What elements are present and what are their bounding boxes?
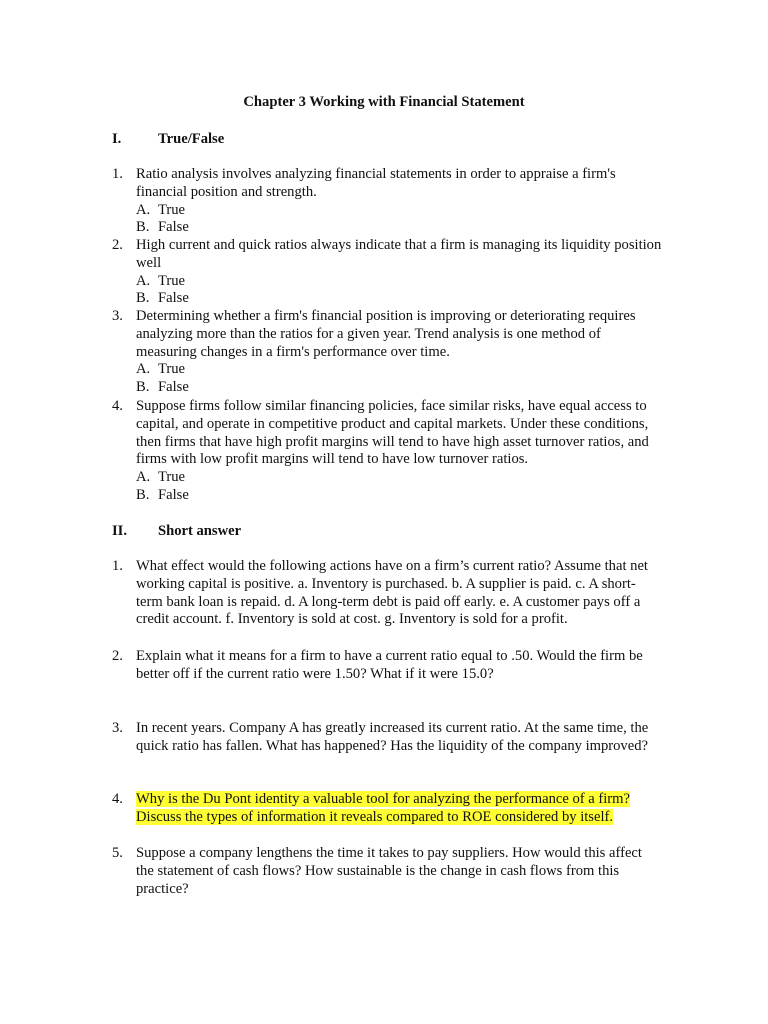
question-number: 2. — [112, 237, 123, 253]
option-letter: A. — [136, 272, 151, 289]
option-label: True — [158, 201, 186, 218]
option-label: True — [158, 361, 186, 378]
sa-question-2 — [112, 648, 682, 684]
option-label: True — [158, 469, 186, 486]
option-a — [136, 273, 682, 291]
question-number: 4. — [112, 791, 123, 807]
question-text: Determining whether a firm's financial position is improving or deteriorating requires analyzing more than the ratios for a given year. Trend analysis is one method of measuring changes in a firm's performance over time. — [136, 308, 636, 360]
section-title: Short answer — [158, 523, 242, 539]
option-letter: B. — [136, 486, 150, 503]
option-label: False — [158, 379, 189, 396]
question-text: In recent years. Company A has greatly increased its current ratio. At the same time, the quick ratio has fallen. What has happened? Has the liquidity of the company improved? — [136, 720, 649, 754]
question-text: Ratio analysis involves analyzing financial statements in order to appraise a firm's financial position and strength. — [136, 166, 616, 200]
option-a — [136, 469, 682, 487]
page-title: Chapter 3 Working with Financial Statement — [243, 94, 525, 110]
option-b — [136, 379, 682, 397]
tf-question-4 — [112, 398, 682, 505]
section-heading-true-false — [112, 131, 224, 149]
section-numeral: II. — [112, 523, 128, 539]
option-a — [136, 361, 682, 379]
option-b — [136, 487, 682, 505]
question-text: What effect would the following actions have on a firm’s current ratio? Assume that net working capital is positive. a. Inventory is purchased. b. A supplier is paid. c. A short- term bank loan is repaid. d. A long-term debt is paid off early. e. A customer pays off a credit account. f. Inventory is sold at cost. g. Inventory is sold for a profit. — [136, 558, 648, 628]
question-number: 1. — [112, 558, 123, 574]
tf-question-2 — [112, 237, 682, 308]
option-b — [136, 219, 682, 237]
option-label: True — [158, 272, 186, 289]
highlighted-question-text: Why is the Du Pont identity a valuable tool for analyzing the performance of a firm? Discuss the types of information it reveals compared to ROE considered by itself. — [136, 791, 630, 825]
sa-question-5 — [112, 845, 682, 898]
option-label: False — [158, 219, 189, 236]
question-number: 5. — [112, 845, 123, 861]
option-b — [136, 290, 682, 308]
question-number: 1. — [112, 166, 123, 182]
question-text: Suppose a company lengthens the time it takes to pay suppliers. How would this affect the statement of cash flows? How sustainable is the change in cash flows from this practice? — [136, 845, 642, 897]
option-a — [136, 202, 682, 220]
question-text: Explain what it means for a firm to have a current ratio equal to .50. Would the firm be better off if the current ratio were 1.50? What if it were 15.0? — [136, 648, 643, 682]
section-numeral: I. — [112, 131, 122, 147]
question-number: 2. — [112, 648, 123, 664]
question-number: 3. — [112, 720, 123, 736]
tf-question-1 — [112, 166, 682, 237]
tf-question-3 — [112, 308, 682, 397]
option-letter: A. — [136, 361, 151, 378]
question-text: High current and quick ratios always indicate that a firm is managing its liquidity position well — [136, 237, 662, 271]
sa-question-1 — [112, 558, 682, 629]
option-label: False — [158, 486, 189, 503]
option-label: False — [158, 290, 189, 307]
option-letter: A. — [136, 201, 151, 218]
question-text: Suppose firms follow similar financing policies, face similar risks, have equal access to capital, and operate in competitive product and capital markets. Under these conditions, then firms that have high profit margins will tend to have high asset turnover ratios, and firms with low profit margins will tend to have low turnover ratios. — [136, 398, 649, 468]
question-number: 4. — [112, 398, 123, 414]
section-title: True/False — [158, 131, 225, 147]
option-letter: B. — [136, 290, 150, 307]
section-heading-short-answer — [112, 523, 241, 541]
option-letter: B. — [136, 379, 150, 396]
sa-question-4 — [112, 791, 682, 827]
sa-question-3 — [112, 720, 682, 756]
option-letter: A. — [136, 469, 151, 486]
question-number: 3. — [112, 308, 123, 324]
option-letter: B. — [136, 219, 150, 236]
